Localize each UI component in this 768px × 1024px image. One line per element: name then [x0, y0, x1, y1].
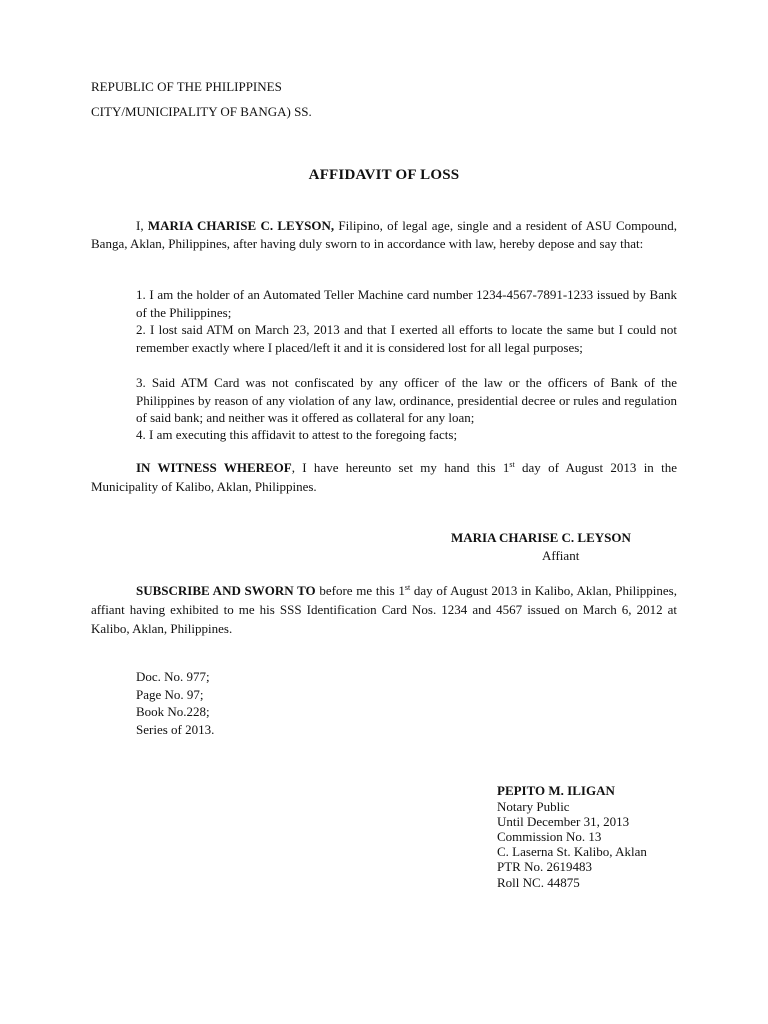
- affiant-label: Affiant: [542, 548, 580, 563]
- book-number: Book No.228;: [136, 704, 210, 719]
- series-year: Series of 2013.: [136, 722, 215, 737]
- subscribe-lead: SUBSCRIBE AND SWORN TO: [136, 583, 316, 598]
- list-item: 1. I am the holder of an Automated Teller Machine card number 1234-4567-7891-1233 issued by Bank of the Philippines;: [136, 287, 677, 320]
- subscribe-text-1: before me this 1: [315, 583, 405, 598]
- header-republic: REPUBLIC OF THE PHILIPPINES: [91, 79, 282, 94]
- notary-title: Notary Public: [497, 799, 570, 814]
- subscribe-paragraph: [91, 581, 677, 638]
- intro-paragraph: [91, 217, 677, 252]
- notary-roll: Roll NC. 44875: [497, 875, 580, 890]
- notary-commission: Commission No. 13: [497, 829, 602, 844]
- page-number: Page No. 97;: [136, 687, 204, 702]
- affiant-name-inline: MARIA CHARISE C. LEYSON,: [147, 218, 335, 233]
- witness-ordinal: st: [509, 460, 515, 469]
- witness-lead: IN WITNESS WHEREOF: [136, 460, 292, 475]
- list-item: 2. I lost said ATM on March 23, 2013 and that I exerted all efforts to locate the same but I could not remember exactly where I placed/left it and it is considered lost for all legal purposes;: [136, 322, 677, 355]
- witness-text-1: , I have hereunto set my hand this 1: [291, 460, 510, 475]
- notary-ptr: PTR No. 2619483: [497, 859, 592, 874]
- list-item: 4. I am executing this affidavit to attest to the foregoing facts;: [136, 427, 458, 442]
- doc-number: Doc. No. 977;: [136, 669, 210, 684]
- notary-address: C. Laserna St. Kalibo, Aklan: [497, 844, 647, 859]
- intro-text: Filipino, of legal age, single and a resident of ASU Compound, Banga, Aklan, Philippines, after having duly sworn to in accordance with law, hereby depose and say that:: [91, 218, 677, 251]
- witness-text-2: day of August 2013 in the Municipality of Kalibo, Aklan, Philippines.: [91, 460, 677, 494]
- notary-until: Until December 31, 2013: [497, 814, 630, 829]
- list-item: 3. Said ATM Card was not confiscated by any officer of the law or the officers of Bank of the Philippines by reason of any violation of any law, ordinance, presidential decree or rules and regulation of said bank; and neither was it offered as collateral for any loan;: [136, 375, 677, 425]
- witness-paragraph: [91, 458, 677, 496]
- notary-name: PEPITO M. ILIGAN: [497, 783, 615, 798]
- intro-prefix: I,: [136, 218, 148, 233]
- subscribe-ordinal: st: [404, 583, 411, 592]
- header-city: CITY/MUNICIPALITY OF BANGA) SS.: [91, 104, 312, 119]
- subscribe-text-2: day of August 2013 in Kalibo, Aklan, Philippines, affiant having exhibited to me his SSS Identification Card Nos. 1234 and 4567 issued on March 6, 2012 at Kalibo, Aklan, Philippines.: [91, 583, 677, 636]
- affiant-name: MARIA CHARISE C. LEYSON: [451, 530, 631, 545]
- document-title: AFFIDAVIT OF LOSS: [308, 167, 460, 183]
